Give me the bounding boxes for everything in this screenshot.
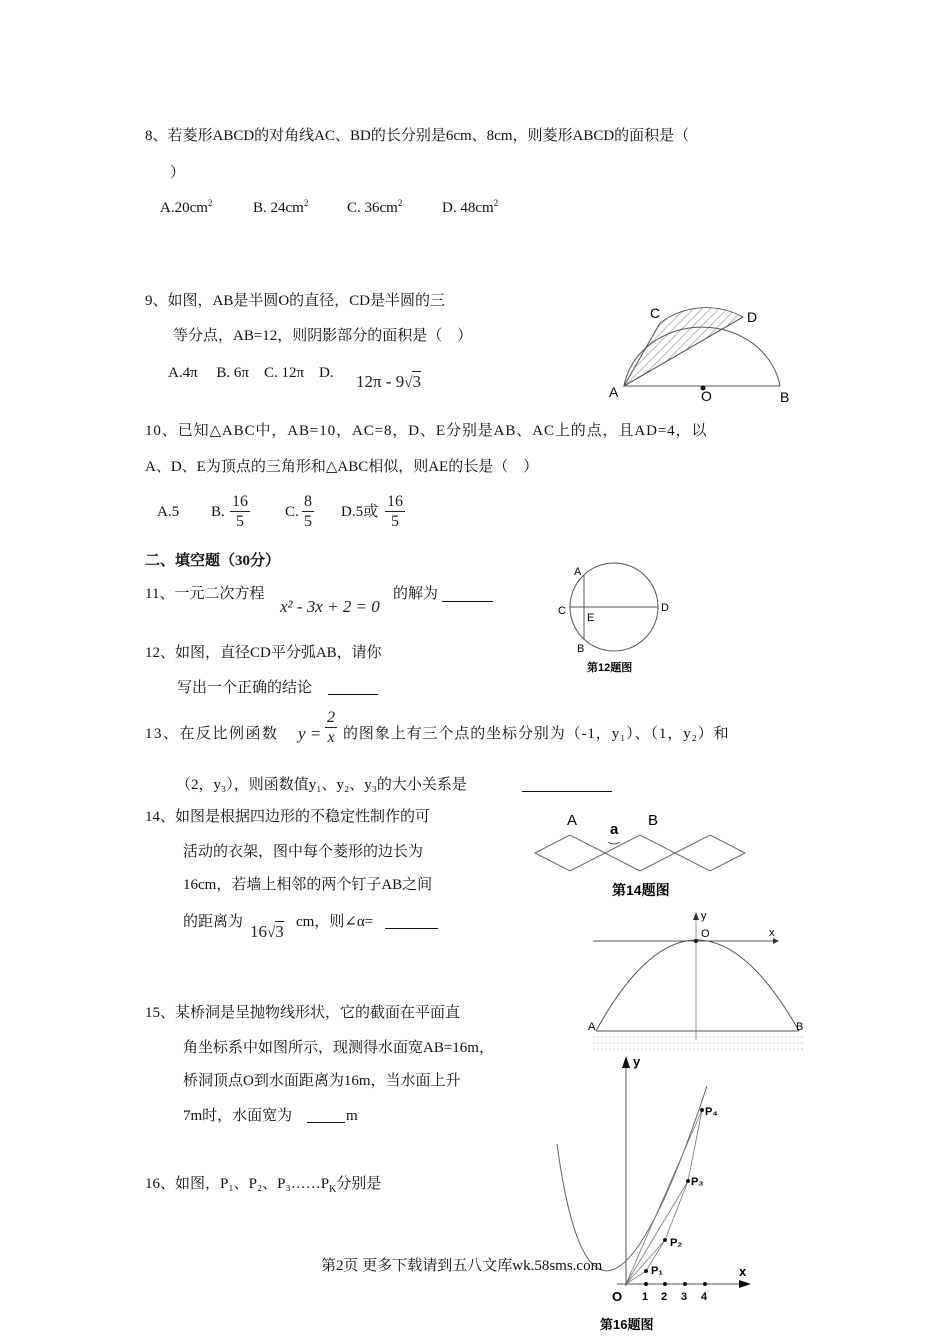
q16-label-y: y: [633, 1054, 641, 1069]
q11-answer-blank[interactable]: [442, 601, 493, 602]
q9-semicircle-figure: [600, 300, 800, 405]
q9-label-b: B: [780, 389, 790, 405]
q16-caption: 第16题图: [600, 1317, 654, 1332]
q16-parabola-figure: [545, 1048, 775, 1338]
q16-label-t3: 3: [681, 1291, 688, 1303]
q10-option-a: A.5: [157, 504, 180, 520]
q10-line1: 10、已知△ABC中，AB=10，AC=8，D、E分别是AB、AC上的点，且AD=4，以: [145, 423, 708, 439]
q13-line2: （2，y₃），则函数值y₁、y₂、y₃的大小关系是: [176, 777, 467, 793]
q16-point-p2: [663, 1238, 667, 1242]
q10-option-d-fraction: 16 5: [387, 493, 403, 530]
q15-line3: 桥洞顶点O到水面距离为16m，当水面上升: [183, 1073, 461, 1089]
q16-tick-3: [683, 1282, 687, 1286]
q8-option-a: $A.20cm^2$: [160, 198, 213, 216]
q14-answer-blank[interactable]: [385, 928, 438, 929]
q14-line3: 16cm，若墙上相邻的两个钉子AB之间: [183, 877, 433, 893]
q9-shaded-region: [624, 308, 743, 386]
q13-y-equals: y =: [298, 724, 322, 743]
q16-tick-1: [644, 1282, 648, 1286]
section-fill-in-title: 二、填空题（30分）: [145, 553, 281, 569]
q16-label-p1: P₁: [651, 1265, 663, 1277]
q9-label-a: A: [609, 384, 619, 400]
q13-prefix: 13、在反比例函数: [145, 726, 279, 742]
q15-label-x: x: [769, 927, 775, 939]
q16-label-x: x: [739, 1264, 747, 1279]
q9-line1: 9、如图，AB是半圆O的直径，CD是半圆的三: [145, 293, 446, 309]
q15-label-y: y: [701, 910, 707, 922]
q9-options: A.4π B. 6π C. 12π D.: [168, 365, 334, 381]
q14-rhombus-chain: [535, 835, 745, 871]
q16-label-t1: 1: [642, 1291, 649, 1303]
q16-tick-4: [703, 1282, 707, 1286]
q16-y-arrow: [622, 1056, 630, 1068]
q16-point-p4: [700, 1108, 704, 1112]
q15-answer-blank[interactable]: [307, 1122, 345, 1123]
q12-label-c: C: [558, 605, 566, 617]
q11-text: 11、一元二次方程: [145, 586, 265, 602]
q15-line4-prefix: 7m时，水面宽为: [183, 1108, 293, 1124]
q14-line4-prefix: 的距离为: [183, 914, 244, 930]
q15-y-arrow: [693, 912, 699, 920]
q15-parabola: [596, 940, 799, 1031]
q14-alpha-arc: [608, 842, 620, 844]
q14-label-b: B: [648, 812, 659, 829]
q9-label-d: D: [747, 309, 758, 325]
q12-caption: 第12题图: [587, 662, 633, 674]
q16-point-p1: [644, 1269, 648, 1273]
q14-distance-expression: 16√3: [250, 922, 284, 941]
q10-option-c: C.: [285, 504, 299, 520]
q14-label-alpha: a: [610, 821, 619, 838]
q12-answer-blank[interactable]: [328, 694, 378, 695]
q16-label-t2: 2: [661, 1291, 668, 1303]
q16-text: 16、如图，P₁、P₂、$P_3\dots\dots P_K$分别是: [145, 1176, 382, 1195]
q8-option-c: C. $36cm^2$: [347, 198, 403, 216]
q15-label-b: B: [796, 1021, 804, 1033]
q10-option-b: B.: [211, 504, 225, 520]
q12-label-d: D: [661, 602, 669, 614]
q16-point-p3: [686, 1179, 690, 1183]
q15-label-o: O: [701, 928, 710, 940]
q14-caption: 第14题图: [612, 882, 670, 898]
q13-fraction: 2 x: [327, 709, 335, 746]
q11-equation: x² - 3x + 2 = 0: [280, 597, 380, 616]
q15-label-a: A: [588, 1021, 596, 1033]
q14-label-a: A: [567, 812, 578, 829]
q16-tick-2: [663, 1282, 667, 1286]
q8-line2: ）: [170, 165, 186, 181]
q13-line1-rest: 的图象上有三个点的坐标分别为（-1，y₁）、（1，y₂）和: [343, 726, 730, 742]
q14-line1: 14、如图是根据四边形的不稳定性制作的可: [145, 809, 431, 825]
q16-label-p3: P₃: [691, 1176, 704, 1188]
q16-label-t4: 4: [701, 1291, 708, 1303]
q15-line2: 角坐标系中如图所示，现测得水面宽AB=16m，: [183, 1040, 494, 1056]
q14-line4-suffix: cm，则∠α=: [296, 914, 374, 930]
q12-label-b: B: [577, 643, 585, 655]
q9-label-c: C: [650, 305, 661, 321]
q15-vertex-point: [694, 939, 698, 943]
q9-option-d-expression: 12π - 9√3: [356, 372, 421, 391]
q11-suffix: 的解为: [393, 586, 439, 602]
q8-option-d: D. $48cm^2$: [442, 198, 499, 216]
q12-line2: 写出一个正确的结论: [177, 680, 313, 696]
q9-label-o: O: [701, 388, 712, 404]
q10-line2: A、D、E为顶点的三角形和△ABC相似，则AE的长是（ ）: [145, 459, 539, 475]
q15-parabola-figure: [585, 908, 810, 1058]
q16-chord-lines: [626, 1110, 702, 1284]
q9-line2: 等分点，AB=12，则阴影部分的面积是（ ）: [173, 328, 473, 344]
q10-option-d: D.5或: [341, 504, 379, 520]
q16-parabola-curve: [557, 1086, 707, 1271]
page-footer: 第2页 更多下载请到五八文库wk.58sms.com: [321, 1258, 603, 1274]
q16-x-arrow: [739, 1280, 751, 1288]
q10-option-c-fraction: 8 5: [304, 493, 312, 530]
q12-line1: 12、如图，直径CD平分弧AB，请你: [145, 645, 382, 661]
q15-line1: 15、某桥洞是呈抛物线形状，它的截面在平面直: [145, 1005, 461, 1021]
q16-label-p4: P₄: [705, 1106, 718, 1118]
q15-line4-suffix: m: [346, 1108, 358, 1124]
q12-label-a: A: [574, 566, 582, 578]
q16-label-p2: P₂: [670, 1237, 683, 1249]
q8-line1: 8、若菱形ABCD的对角线AC、BD的长分别是6cm、8cm，则菱形ABCD的面积是（: [145, 128, 690, 144]
q8-option-b: B. $24cm^2$: [253, 198, 309, 216]
q14-hanger-figure: [530, 808, 770, 903]
q12-circle-figure: [555, 560, 675, 680]
q16-label-o: O: [612, 1289, 623, 1304]
q10-option-b-fraction: 16 5: [232, 493, 248, 530]
q12-label-e: E: [587, 612, 595, 624]
q14-line2: 活动的衣架，图中每个菱形的边长为: [183, 844, 424, 860]
q13-answer-blank[interactable]: [522, 791, 612, 792]
